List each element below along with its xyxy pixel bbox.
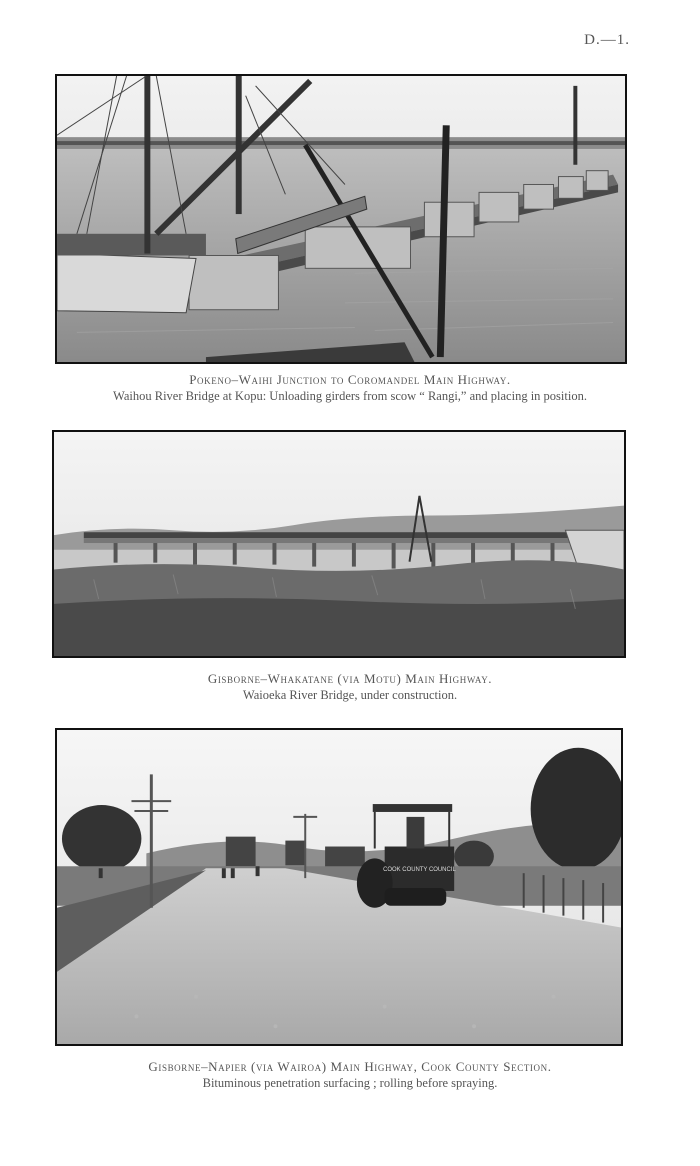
- plate-1-title: Pokeno–Waihi Junction to Coromandel Main Highway.: [189, 372, 511, 387]
- plate-1-caption: [40, 371, 660, 405]
- photo-road-roller-cook-county: [55, 728, 623, 1046]
- plate-1-subtitle: Waihou River Bridge at Kopu: Unloading girders from scow “ Rangi,” and placing in position.: [113, 389, 587, 403]
- plate-3-title: Gisborne–Napier (via Wairoa) Main Highway, Cook County Section.: [148, 1059, 552, 1074]
- plate-2-subtitle: Waioeka River Bridge, under construction.: [242, 688, 458, 702]
- photo-waihou-river-bridge: [55, 74, 627, 364]
- page-reference: D.—1.: [584, 32, 630, 48]
- plate-3-subtitle: Bituminous penetration surfacing ; rolling before spraying.: [202, 1076, 498, 1090]
- plate-2-caption: [40, 670, 660, 704]
- plate-3-caption: [40, 1058, 660, 1092]
- plate-2-title: Gisborne–Whakatane (via Motu) Main Highway.: [207, 671, 493, 686]
- svg-text:COOK COUNTY COUNCIL: COOK COUNTY COUNCIL: [383, 867, 456, 874]
- photo-waioeka-river-bridge: [52, 430, 626, 658]
